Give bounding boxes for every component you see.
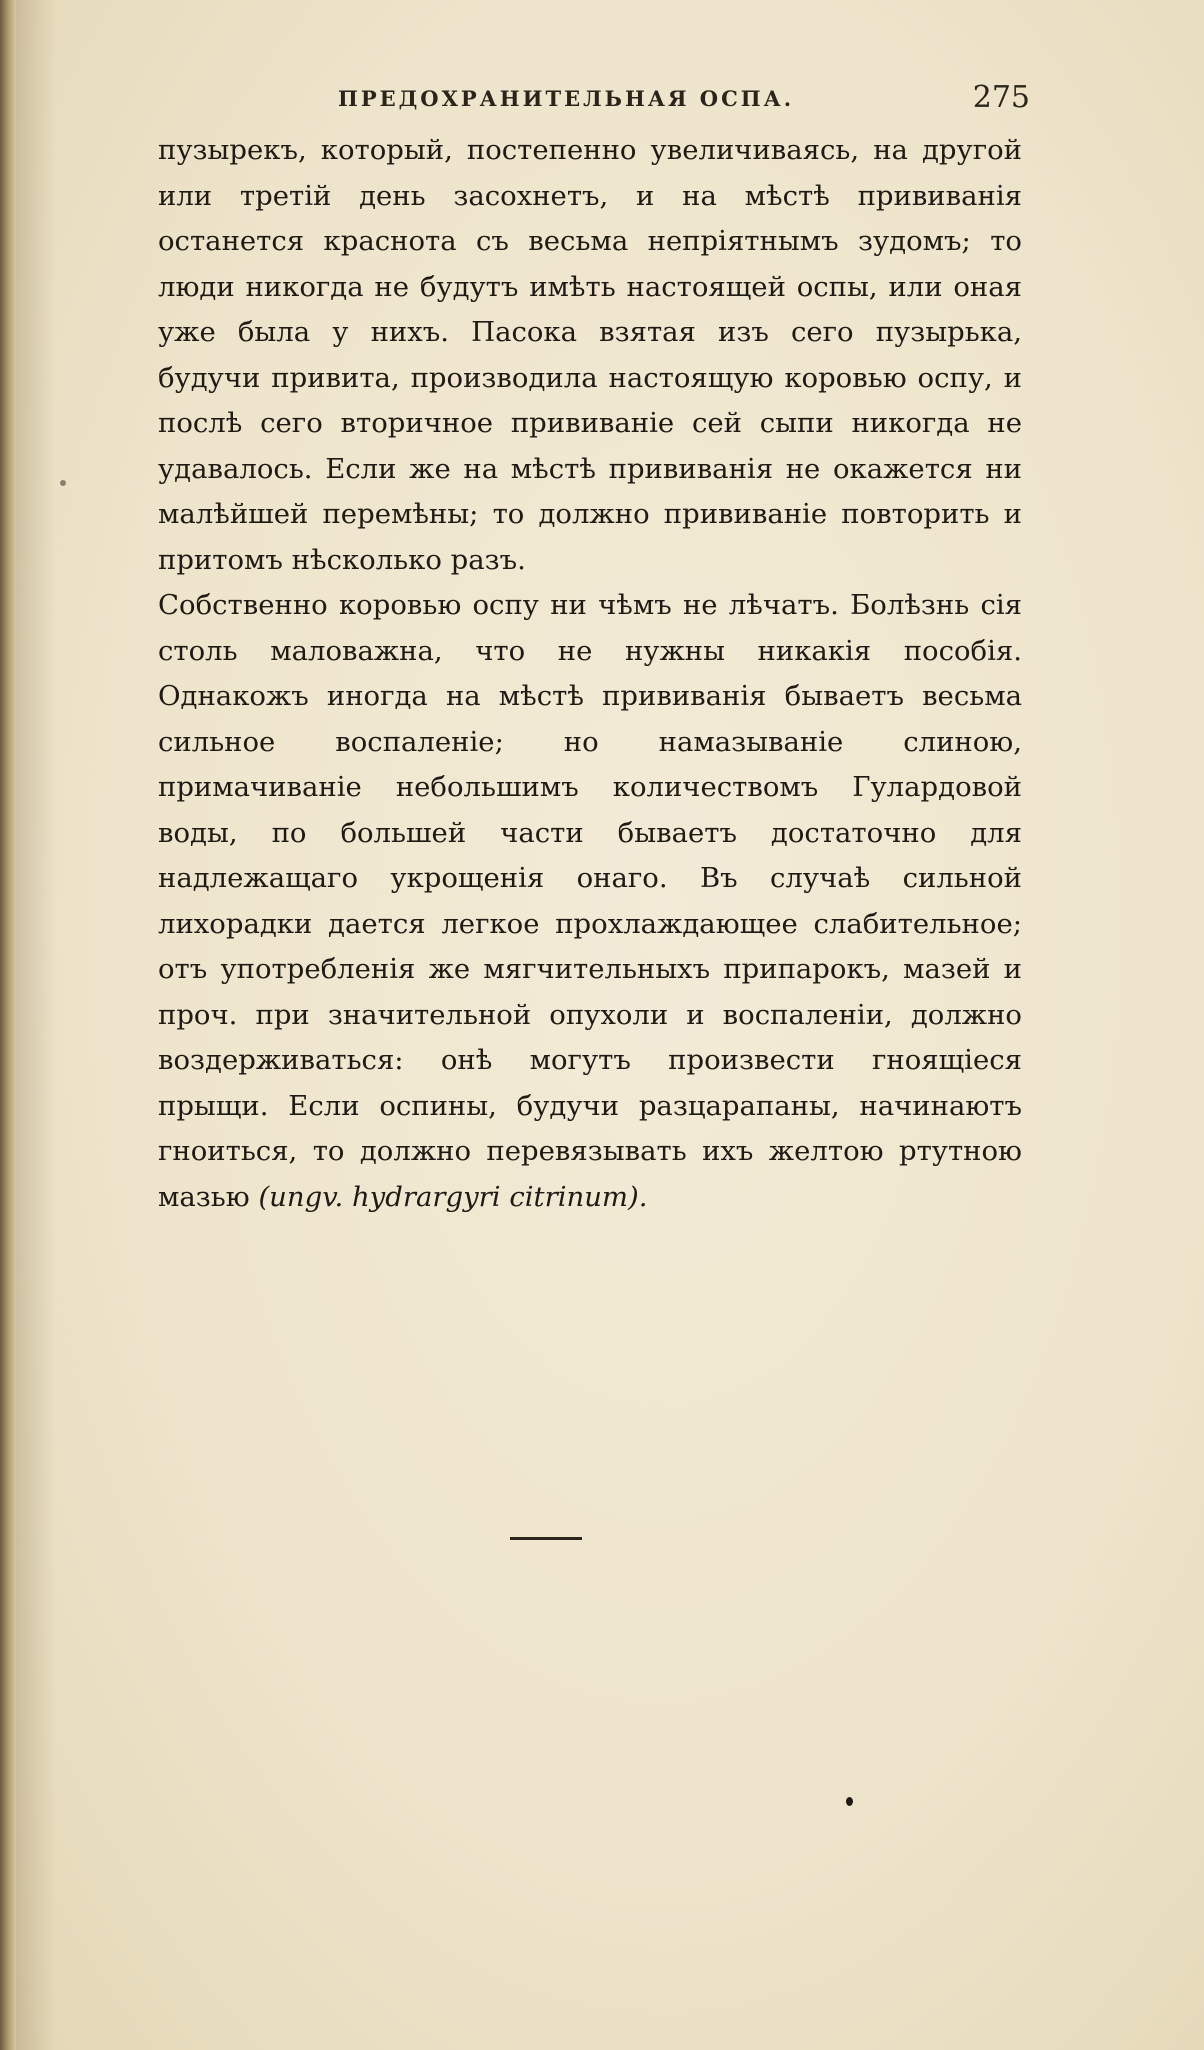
section-divider <box>510 1537 582 1540</box>
margin-smudge <box>60 480 66 486</box>
body-text <box>158 128 1022 1220</box>
paragraph-1: пузырекъ, который, постепенно увеличиваясь, на другой или третій день засохнетъ, и на мѣстѣ прививанія останется краснота съ весьма непріятнымъ зудомъ; то люди никогда не будутъ имѣть настоящей оспы, или оная уже была у нихъ. Пасока взятая изъ сего пузырька, будучи привита, производила настоящую коровью оспу, и послѣ сего вторичное прививаніе сей сыпи никогда не удавалось. Если же на мѣстѣ прививанія не окажется ни малѣйшей перемѣны; то должно прививаніе повторить и притомъ нѣсколько разъ. <box>158 134 1022 576</box>
ink-speck <box>846 1797 853 1806</box>
book-spine <box>0 0 16 2050</box>
gutter-shadow <box>16 0 56 2050</box>
running-head <box>160 80 1030 120</box>
latin-phrase: (ungv. hydrargyri citrinum). <box>258 1180 648 1213</box>
running-title: ПРЕДОХРАНИТЕЛЬНАЯ ОСПА. <box>338 86 795 111</box>
paragraph-2-text: Собственно коровью оспу ни чѣмъ не лѣчатъ. Болѣзнь сія столь маловажна, что не нужны никакія пособія. Однакожъ иногда на мѣстѣ прививанія бываетъ весьма сильное воспаленіе; но намазываніе слиною, примачиваніе небольшимъ количествомъ Гулардовой воды, по большей части бываетъ достаточно для надлежащаго укрощенія онаго. Въ случаѣ сильной лихорадки дается легкое прохлаждающее слабительное; отъ употребленія же мягчительныхъ припарокъ, мазей и проч. при значительной опухоли и воспаленіи, должно воздерживаться: онѣ могутъ произвести гноящіеся прыщи. Если оспины, будучи разцарапаны, начинаютъ гноиться, то должно перевязывать ихъ желтою ртутною мазью <box>158 589 1022 1213</box>
paragraph-2 <box>158 583 1022 1220</box>
page-number: 275 <box>972 80 1030 115</box>
